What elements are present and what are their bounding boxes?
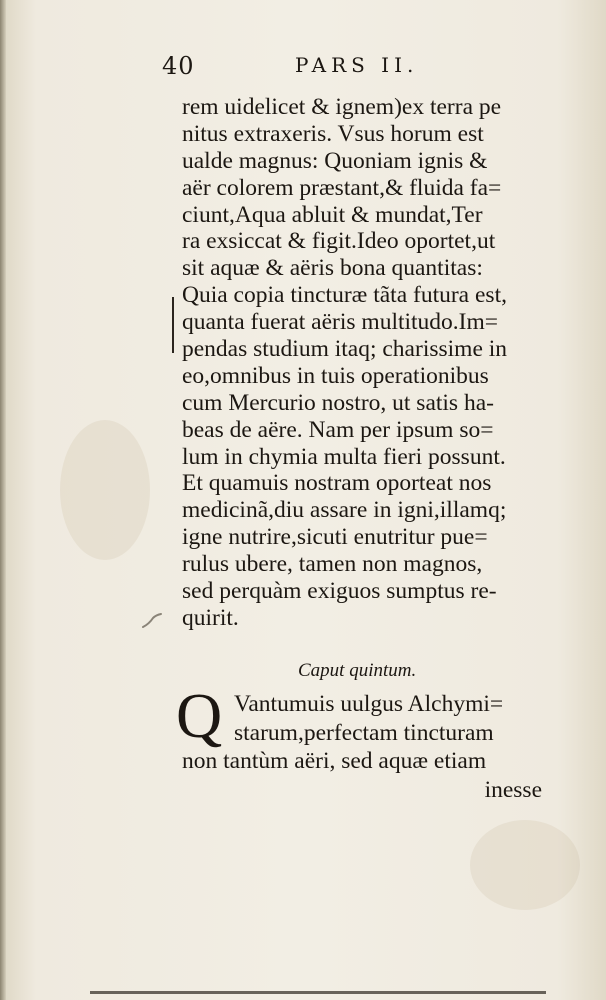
text-line: lum in chymia multa fieri possunt. bbox=[182, 443, 506, 470]
text-line: Quia copia tincturæ tãta futura est, bbox=[182, 282, 507, 309]
margin-pen-mark-icon bbox=[141, 612, 163, 630]
text-line: eo,omnibus in tuis operationibus bbox=[182, 362, 489, 389]
paper-stain bbox=[60, 420, 150, 560]
running-head: PARS II. bbox=[295, 53, 419, 77]
text-line: pendas studium itaq; charissime in bbox=[182, 336, 508, 363]
page-number: 40 bbox=[162, 52, 195, 80]
text-line: Vantumuis uulgus Alchymi= bbox=[234, 691, 504, 717]
text-line: quirit. bbox=[182, 604, 239, 631]
chapter-heading: Caput quintum. bbox=[298, 660, 417, 681]
text-line: igne nutrire,sicuti enutritur pue= bbox=[182, 524, 488, 551]
text-line: aër colorem præstant,& fluida fa= bbox=[182, 174, 502, 201]
body-text bbox=[182, 94, 554, 632]
page-binding-edge bbox=[0, 0, 6, 1000]
page-header bbox=[162, 52, 462, 82]
text-line: sit aquæ & aëris bona quantitas: bbox=[182, 255, 483, 282]
chapter-text bbox=[176, 680, 554, 804]
text-line: rulus ubere, tamen non magnos, bbox=[182, 551, 483, 578]
text-line: sed perquàm exiguos sumptus re- bbox=[182, 578, 497, 605]
text-line: starum,perfectam tincturam bbox=[234, 719, 494, 746]
text-line: beas de aëre. Nam per ipsum so= bbox=[182, 416, 494, 443]
text-line: nitus extraxeris. Vsus horum est bbox=[182, 120, 484, 147]
text-line: ciunt,Aqua abluit & mundat,Ter bbox=[182, 201, 483, 228]
paper-stain bbox=[470, 820, 580, 910]
text-line: Et quamuis nostram oporteat nos bbox=[182, 470, 492, 497]
drop-cap-letter: Q bbox=[176, 680, 223, 751]
margin-bracket-mark bbox=[172, 297, 180, 353]
catchword: inesse bbox=[484, 776, 542, 803]
text-line: ualde magnus: Quoniam ignis & bbox=[182, 147, 488, 174]
text-line: quanta fuerat aëris multitudo.Im= bbox=[182, 309, 499, 336]
text-line: cum Mercurio nostro, ut satis ha- bbox=[182, 389, 494, 416]
text-line: ra exsiccat & figit.Ideo oportet,ut bbox=[182, 228, 496, 255]
text-line: rem uidelicet & ignem)ex terra pe bbox=[182, 94, 502, 120]
text-line: non tantùm aëri, sed aquæ etiam bbox=[182, 748, 487, 774]
text-line: medicinã,diu assare in igni,illamq; bbox=[182, 497, 507, 524]
page-bottom-edge bbox=[90, 991, 546, 994]
